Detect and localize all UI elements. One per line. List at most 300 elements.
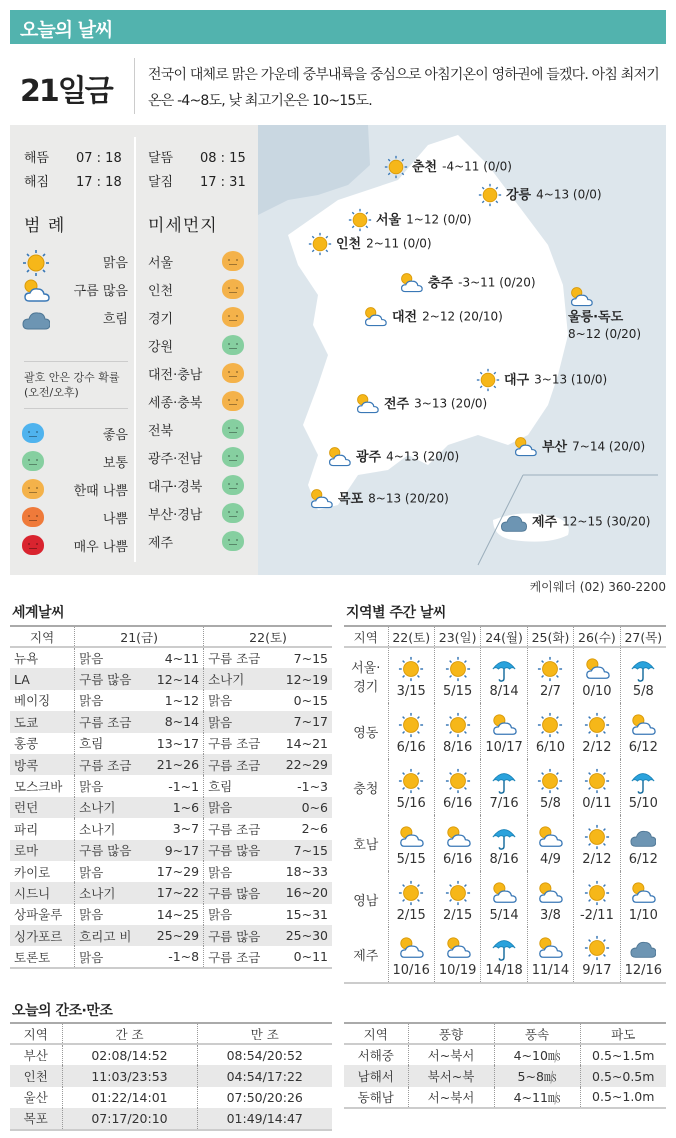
wind-speed-cell: 4~10㎧ [494,1044,580,1065]
temp-cell: 14~25 [156,906,200,922]
partly-cloudy-icon [308,487,334,511]
temp-cell: 25~30 [282,925,332,946]
day-cell [388,927,434,983]
weather-summary: 전국이 대체로 맑은 가운데 중부내륙을 중심으로 아침기온이 영하권에 들겠다. 아침 최저기온은 -4~8도, 낮 최고기온은 10~15도. [148,67,659,109]
high-tide-cell: 07:50/20:26 [197,1087,332,1108]
day-cell [574,927,620,983]
table-row [10,775,332,796]
partly-cloudy-icon [584,656,610,682]
temp-cell: 14~21 [285,735,328,751]
table-row [10,925,332,946]
table-row [344,703,666,759]
temp-range: 6/16 [443,851,473,867]
temp-range: 8/16 [443,739,473,755]
cond-cell: 구름 많음 [75,840,153,861]
wave-cell: 0.5~1.5m [580,1044,666,1065]
region-name: 대전·충남 [148,368,203,383]
cond-cell: 맑음 [204,797,282,818]
region-cell: 인천 [10,1065,62,1086]
high-tide-cell: 04:54/17:22 [197,1065,332,1086]
dust-region-busan-gyeongnam [148,501,244,523]
map-city-chuncheon [384,155,512,179]
city-temp: -3~11 (0/20) [458,275,536,290]
legend-label: 구름 많음 [73,284,128,299]
col-header: 23(일) [434,626,480,647]
temp-range: 5/15 [443,684,473,699]
table-row [10,904,332,925]
city-cell: 홍콩 [14,736,39,752]
sun-icon [398,880,424,906]
city-name: 인천 [336,236,362,252]
temp-range: 2/15 [396,907,426,923]
map-city-jeonju [354,392,487,416]
temp-range: 6/16 [443,795,473,811]
temp-cell: 17~29 [156,864,200,880]
table-row [10,733,332,754]
sun-icon [384,155,408,179]
temp-range: -2/11 [579,907,614,923]
face-good-icon [22,423,44,443]
temp-cell: 15~31 [285,906,328,922]
temp-cell: 12~14 [153,668,204,689]
face-normal-icon [222,447,244,467]
region-cell: 부산 [23,1048,48,1064]
table-row [10,882,332,903]
city-cell: 로마 [10,840,75,861]
temp-range: 5/8 [632,684,654,699]
col-header: 만 조 [197,1023,332,1044]
face-normal-icon [222,419,244,439]
cond-cell: 소나기 [75,882,153,903]
table-row [10,797,332,818]
dust-level-very-bad [22,533,128,555]
table-row [10,1087,332,1108]
dust-region-gwangju-jeonnam [148,445,244,467]
sun-icon [445,880,471,906]
col-header: 26(수) [574,626,620,647]
world-weather-title: 세계날씨 [12,605,65,621]
city-temp: 1~12 (0/0) [406,212,472,227]
partly-cloudy-icon [537,880,563,906]
face-normal-icon [222,503,244,523]
dust-level-label: 나쁨 [102,512,128,527]
temp-cell: 4~11 [164,650,200,666]
day-cell [574,871,620,927]
sun-icon [308,232,332,256]
partly-cloudy-icon [537,935,563,961]
dust-region-sejong-chungbuk [148,389,244,411]
table-row [10,754,332,775]
table-row [10,668,332,689]
face-partly-bad-icon [222,363,244,383]
city-cell: 런던 [10,797,75,818]
high-tide-cell: 08:54/20:52 [197,1044,332,1065]
cond-cell: 구름 조금 [204,946,282,967]
temp-cell: 0~15 [293,692,328,708]
day-cell [481,871,527,927]
cond-cell: 구름 조금 [204,754,282,775]
col-header: 지역 [10,626,75,647]
temp-cell: -1~3 [297,778,328,794]
table-row [344,871,666,927]
temp-range: 6/12 [628,851,658,867]
cond-cell: 흐림 [75,733,153,754]
map-city-daejeon [362,305,503,329]
city-name: 춘천 [412,159,438,175]
partly-cloudy-icon [630,880,656,906]
temp-range: 10/19 [438,963,477,978]
region-name: 전북 [148,424,174,439]
day-cell [620,647,666,703]
dust-level-good [22,421,128,443]
partly-cloudy-icon [568,285,594,309]
legend-item-partly-cloudy [22,277,128,299]
dust-region-incheon [148,277,244,299]
cond-cell: 흐림 [204,775,282,796]
dust-region-jeju [148,529,244,551]
region-cell: 남해서 [344,1065,408,1086]
dust-region-jeonbuk [148,417,244,439]
cond-cell: 맑음 [204,690,282,711]
korea-map [258,125,666,575]
weekly-weather-title: 지역별 주간 날씨 [346,605,446,621]
cond-cell: 구름 조금 [75,754,153,775]
day-cell [574,703,620,759]
table-row [10,711,332,732]
day-cell [574,647,620,703]
temp-cell: 3~7 [172,821,200,837]
table-row [10,818,332,839]
table-row [344,1065,666,1086]
temp-range: 0/11 [582,795,612,811]
legend-item-sunny [22,249,128,271]
legend-panel [10,125,258,575]
col-header: 21(금) [75,626,204,647]
wind-speed-cell: 4~11㎧ [494,1087,580,1108]
table-row [10,840,332,861]
city-temp: -4~11 (0/0) [442,159,512,174]
tide-table [10,1022,332,1131]
sunrise-time: 07 : 18 [76,151,122,166]
temp-range: 6/12 [628,739,658,755]
temp-range: 5/10 [628,795,658,811]
sun-icon [476,368,500,392]
col-header: 22(토) [204,626,332,647]
temp-range: 5/16 [396,795,426,811]
partly-cloudy-icon [512,435,538,459]
day-cell [620,927,666,983]
map-city-gangneung [478,183,602,207]
cond-cell: 맑음 [75,946,153,967]
table-row [344,1044,666,1065]
partly-cloudy-icon [398,271,424,295]
wave-cell: 0.5~0.5m [580,1065,666,1086]
wind-dir-cell: 서~북서 [408,1044,494,1065]
low-tide-cell: 11:03/23:53 [62,1065,197,1086]
cond-cell: 구름 많음 [204,840,282,861]
day-cell [527,703,573,759]
day-cell [388,647,434,703]
city-temp: 2~11 (0/0) [366,236,432,251]
city-name: 대구 [504,372,530,388]
sun-icon [584,880,610,906]
day-cell [434,703,480,759]
day-cell [527,871,573,927]
region-cell: 충청 [353,781,379,797]
city-name: 목포 [338,491,364,507]
col-header: 25(화) [527,626,573,647]
weekly-weather-table [344,625,666,984]
city-temp: 12~15 (30/20) [562,514,651,529]
day-cell [574,815,620,871]
region-name: 대구·경북 [148,480,203,495]
city-name: 부산 [542,439,568,455]
city-cell: 파리 [14,821,39,837]
sea-table [344,1022,666,1109]
table-row [344,815,666,871]
region-cell: 영동 [353,725,379,741]
umbrella-rain-icon [491,768,517,794]
temp-range: 1/10 [628,907,658,923]
city-name: 광주 [356,449,382,465]
moonrise-label: 달뜸 [148,151,174,166]
city-temp: 2~12 (20/10) [422,309,503,324]
map-city-seoul [348,208,472,232]
temp-cell: 1~12 [164,692,200,708]
region-name: 세종·충북 [148,396,203,411]
city-name: 강릉 [506,187,532,203]
region-name: 강원 [148,340,174,355]
temp-range: 10/16 [392,963,430,978]
legend-label: 맑음 [102,256,128,271]
face-normal-icon [222,531,244,551]
high-tide-cell: 01:49/14:47 [197,1108,332,1129]
region-name: 제주 [148,536,174,551]
partly-cloudy-icon [398,824,424,850]
wave-cell: 0.5~1.0m [580,1087,666,1108]
cond-cell: 구름 조금 [75,711,153,732]
temp-range: 8/16 [489,851,519,867]
sun-icon [537,656,563,682]
day-cell [388,703,434,759]
region-name: 경기 [148,312,174,327]
umbrella-rain-icon [491,935,517,961]
cond-cell: 흐리고 비 [75,925,153,946]
city-temp: 8~13 (20/20) [368,491,449,506]
moonrise-time: 08 : 15 [200,151,246,166]
dust-region-gangwon [148,333,244,355]
fine-dust-title: 미세먼지 [148,216,218,236]
day-cell [434,871,480,927]
sunset-row [24,171,122,190]
day-cell [434,759,480,815]
partly-cloudy-icon [326,445,352,469]
day-cell [527,815,573,871]
weather-map-panel [10,125,666,575]
dust-region-seoul [148,249,244,271]
legend-label: 흐림 [102,312,128,327]
temp-cell: 12~19 [282,668,332,689]
sun-icon [348,208,372,232]
day-cell [527,759,573,815]
temp-cell: 18~33 [285,864,328,880]
dust-level-label: 보통 [102,456,128,471]
temp-cell: 8~14 [153,711,204,732]
credit-text: 케이웨더 (02) 360-2200 [529,580,666,594]
temp-cell: 25~29 [153,925,204,946]
city-temp: 8~12 (0/20) [568,327,642,341]
col-header: 파도 [580,1023,666,1044]
day-cell [434,647,480,703]
temp-range: 4/9 [540,851,561,867]
city-name: 울릉·독도 [568,310,624,325]
col-header: 간 조 [62,1023,197,1044]
day-cell [481,927,527,983]
low-tide-cell: 07:17/20:10 [62,1108,197,1129]
moonrise-row [148,147,246,166]
face-normal-icon [222,475,244,495]
face-partly-bad-icon [222,391,244,411]
cond-cell: 맑음 [75,647,153,668]
city-name: 제주 [532,514,558,530]
partly-cloudy-icon [398,935,424,961]
temp-range: 3/15 [396,684,426,699]
partly-cloudy-icon [537,824,563,850]
table-row [344,759,666,815]
cond-cell: 맑음 [75,904,153,925]
temp-range: 2/12 [582,851,612,867]
day-cell [481,815,527,871]
world-weather-table [10,625,332,969]
city-cell: 모스크바 [14,779,63,795]
precip-note: 괄호 안은 강수 확률 (오전/오후) [24,361,128,409]
dust-level-label: 매우 나쁨 [73,540,128,555]
sun-icon [22,249,50,277]
table-row [10,1108,332,1129]
region-name: 서울 [148,256,174,271]
map-city-ulleung-dokdo [568,285,658,343]
moonset-row [148,171,246,190]
temp-range: 5/15 [396,851,426,867]
temp-range: 0/10 [582,684,612,699]
temp-range: 9/17 [582,963,612,978]
sunrise-label: 해뜸 [24,151,50,166]
sun-icon [584,824,610,850]
cond-cell: 소나기 [204,668,282,689]
day-cell [620,815,666,871]
region-cell: 호남 [353,837,379,853]
temp-range: 8/14 [489,684,519,699]
temp-range: 3/8 [540,907,561,923]
table-row [344,1087,666,1108]
temp-cell: 22~29 [282,754,332,775]
cond-cell: 구름 많음 [204,882,282,903]
face-partly-bad-icon [222,307,244,327]
map-city-gwangju [326,445,459,469]
partly-cloudy-icon [445,824,471,850]
temp-range: 6/10 [535,739,566,755]
table-row [10,1065,332,1086]
day-cell [388,871,434,927]
col-header: 27(목) [620,626,666,647]
temp-range: 11/14 [531,963,570,978]
table-row [10,946,332,967]
region-name: 인천 [148,284,174,299]
sun-icon [537,712,563,738]
cond-cell: 구름 많음 [204,925,282,946]
sunset-label: 해짐 [24,175,50,190]
partly-cloudy-icon [491,712,517,738]
city-name: 대전 [392,309,418,325]
sunrise-row [24,147,122,166]
sun-icon [398,656,424,682]
city-name: 충주 [428,275,454,291]
cond-cell: 맑음 [75,861,153,882]
cond-cell: 맑음 [204,861,282,882]
face-partly-bad-icon [222,251,244,271]
dust-region-gyeonggi [148,305,244,327]
sun-icon [445,712,471,738]
map-city-busan [512,435,645,459]
day-cell [388,759,434,815]
temp-range: 5/14 [489,907,519,923]
temp-range: 10/17 [485,739,523,755]
table-row [10,1044,332,1065]
region-cell: 영남 [353,893,379,909]
face-bad-icon [22,507,44,527]
city-cell: 카이로 [14,864,51,880]
day-cell [574,759,620,815]
city-name: 서울 [376,212,402,228]
cond-cell: 구름 조금 [204,733,282,754]
dust-region-daegu-gyeongbuk [148,473,244,495]
temp-cell: 7~15 [293,650,328,666]
day-cell [620,871,666,927]
sun-icon [445,768,471,794]
divider [134,58,135,114]
sun-icon [398,768,424,794]
cond-cell: 구름 조금 [204,647,282,668]
city-cell: 베이징 [14,693,51,709]
temp-range: 2/7 [540,684,561,699]
city-cell: 도쿄 [10,711,75,732]
city-cell: 싱가포르 [10,925,75,946]
temp-cell: 7~17 [282,711,332,732]
sun-icon [398,712,424,738]
moonset-time: 17 : 31 [200,175,246,190]
cloud-icon [630,935,656,961]
temp-range: 14/18 [485,963,523,978]
cloud-icon [22,305,50,333]
table-row [10,861,332,882]
city-cell: LA [10,668,75,689]
city-cell: 방콕 [10,754,75,775]
dust-level-bad [22,505,128,527]
temp-cell: -1~1 [168,778,200,794]
dust-level-label: 한때 나쁨 [73,484,128,499]
face-normal-icon [22,451,44,471]
low-tide-cell: 02:08/14:52 [62,1044,197,1065]
divider [134,137,136,562]
city-cell: 상파울루 [14,907,63,923]
day-cell [434,815,480,871]
tide-title: 오늘의 간조·만조 [12,1003,113,1019]
legend-title: 범 례 [24,216,66,236]
region-cell: 서해중 [357,1048,394,1064]
cond-cell: 구름 조금 [204,818,282,839]
partly-cloudy-icon [445,935,471,961]
region-cell: 울산 [23,1090,48,1106]
